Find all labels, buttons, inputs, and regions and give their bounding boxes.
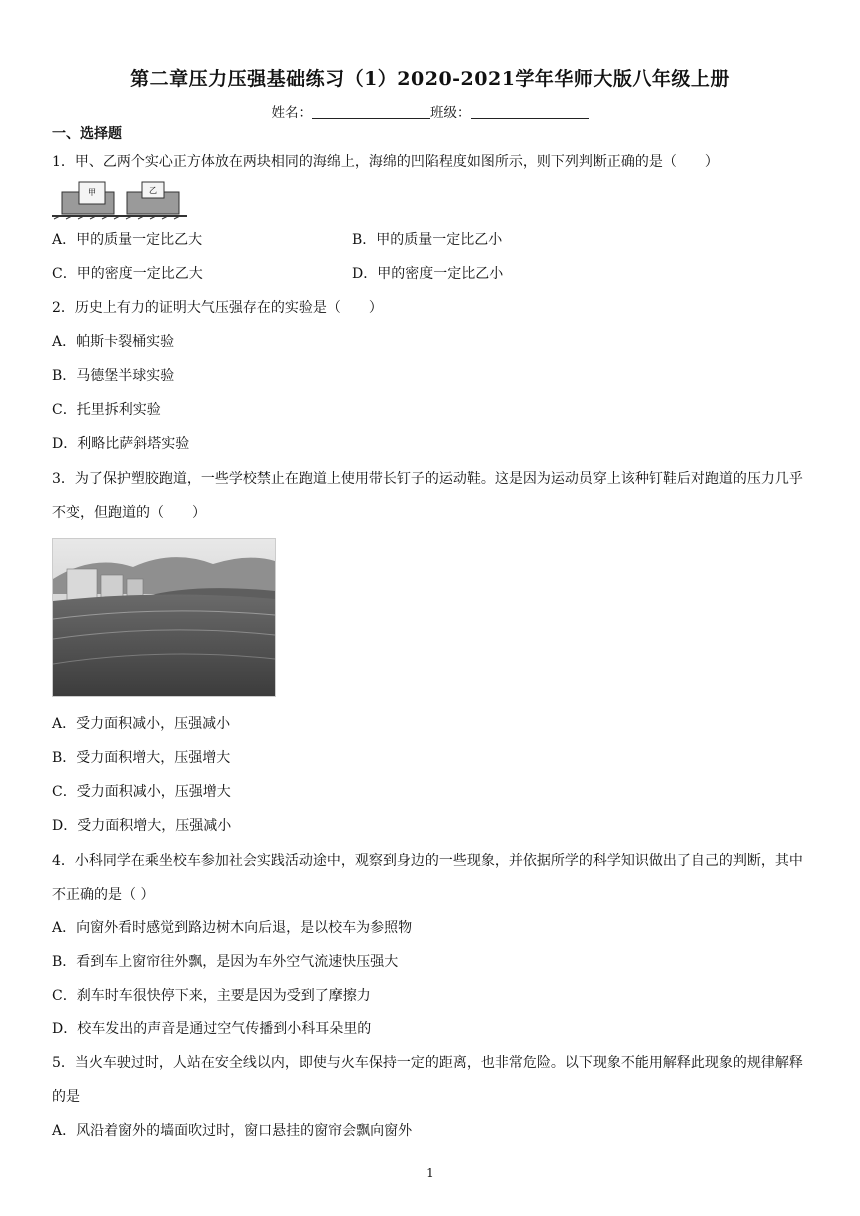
q1-option-d: D．甲的密度一定比乙小 <box>352 266 504 282</box>
q1-option-a: A．甲的质量一定比乙大 <box>52 232 203 248</box>
page-number: 1 <box>426 1166 434 1180</box>
question-3-stem: 3．为了保护塑胶跑道，一些学校禁止在跑道上使用带长钉子的运动鞋。这是因为运动员穿上该种钉鞋后对跑道的压力几乎不变，但跑道的（ ） <box>52 471 803 521</box>
q3-option-b: B．受力面积增大，压强增大 <box>52 750 231 766</box>
class-label: 班级： <box>430 105 471 121</box>
sponge-diagram <box>52 178 187 220</box>
q1-option-b: B．甲的质量一定比乙小 <box>352 232 503 248</box>
block-jia-label: 甲 <box>88 188 96 197</box>
stadium-photo <box>52 538 276 697</box>
q3-option-d: D．受力面积增大，压强减小 <box>52 818 232 834</box>
question-4-stem: 4．小科同学在乘坐校车参加社会实践活动途中，观察到身边的一些现象，并依据所学的科学知识做出了自己的判断，其中不正确的是（ ） <box>52 853 803 903</box>
page-title: 第二章压力压强基础练习（1）2020-2021学年华师大版八年级上册 <box>130 68 730 90</box>
question-5-stem: 5．当火车驶过时，人站在安全线以内，即使与火车保持一定的距离，也非常危险。以下现象不能用解释此现象的规律解释的是 <box>52 1055 803 1105</box>
class-blank[interactable] <box>471 104 589 119</box>
q5-option-a: A．风沿着窗外的墙面吹过时，窗口悬挂的窗帘会飘向窗外 <box>52 1123 413 1139</box>
q2-option-a: A．帕斯卡裂桶实验 <box>52 334 175 350</box>
student-info-line <box>0 101 860 121</box>
q4-option-b: B．看到车上窗帘往外飘，是因为车外空气流速快压强大 <box>52 954 399 970</box>
q2-option-d: D．利略比萨斜塔实验 <box>52 436 190 452</box>
q4-option-c: C．刹车时车很快停下来，主要是因为受到了摩擦力 <box>52 988 371 1004</box>
q3-option-c: C．受力面积减小，压强增大 <box>52 784 231 800</box>
question-2-stem: 2．历史上有力的证明大气压强存在的实验是（ ） <box>52 300 383 316</box>
name-label: 姓名： <box>271 105 312 121</box>
q4-option-d: D．校车发出的声音是通过空气传播到小科耳朵里的 <box>52 1021 372 1037</box>
q2-option-b: B．马德堡半球实验 <box>52 368 175 384</box>
q2-option-c: C．托里拆利实验 <box>52 402 161 418</box>
q4-option-a: A．向窗外看时感觉到路边树木向后退，是以校车为参照物 <box>52 920 413 936</box>
section-heading: 一、选择题 <box>52 126 122 142</box>
q3-option-a: A．受力面积减小，压强减小 <box>52 716 231 732</box>
q1-option-c: C．甲的密度一定比乙大 <box>52 266 203 282</box>
name-blank[interactable] <box>312 104 430 119</box>
question-1-stem: 1．甲、乙两个实心正方体放在两块相同的海绵上，海绵的凹陷程度如图所示，则下列判断正确的是（ ） <box>52 154 719 170</box>
block-yi-label: 乙 <box>149 186 157 195</box>
